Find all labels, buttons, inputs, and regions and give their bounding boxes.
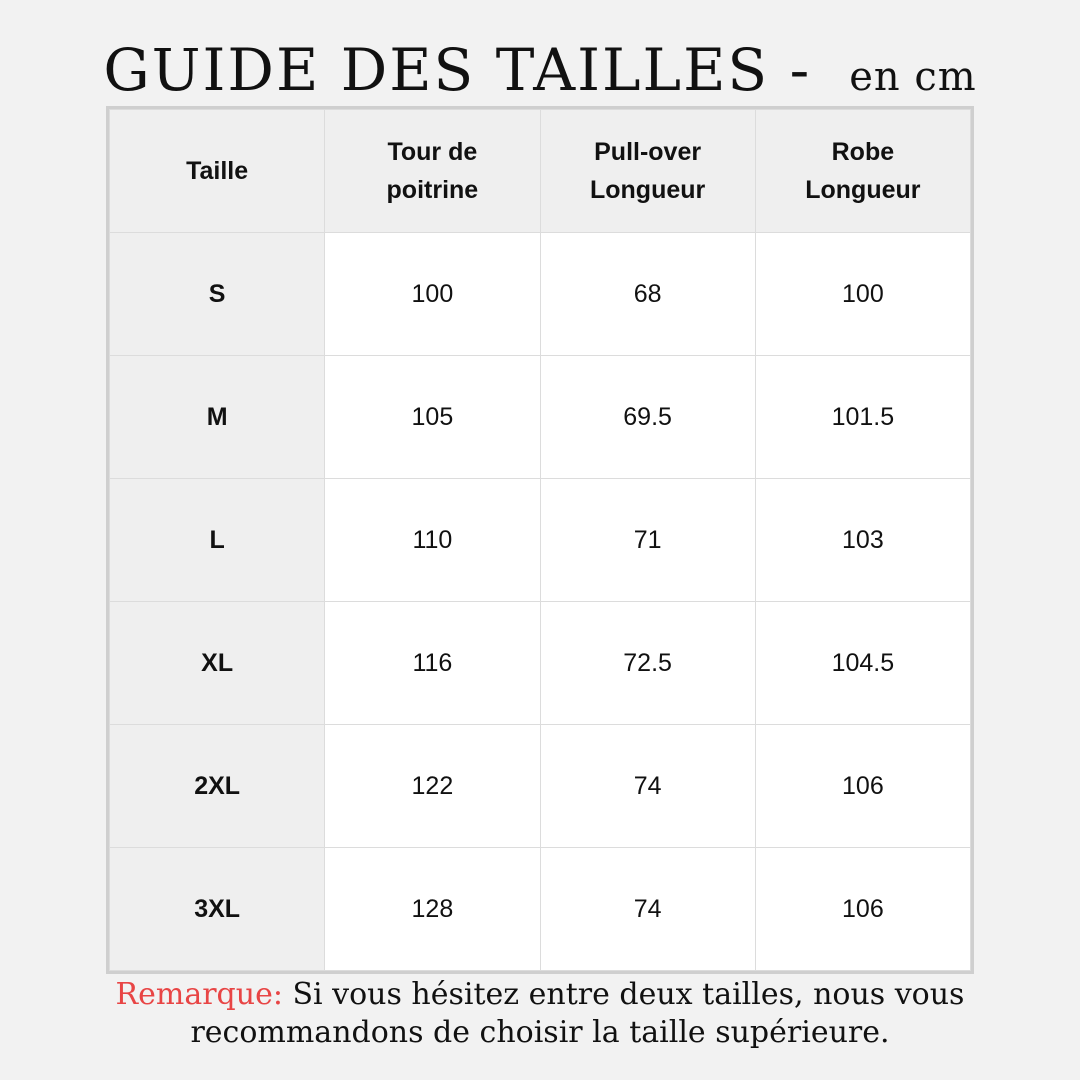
pullover-length-cell: 72.5 (540, 602, 755, 725)
size-label-cell: 2XL (110, 725, 325, 848)
table-row (110, 479, 971, 602)
page-title (0, 36, 1080, 104)
size-label-cell: L (110, 479, 325, 602)
chest-cell: 105 (325, 356, 540, 479)
pullover-length-cell: 74 (540, 725, 755, 848)
unit-label: en cm (849, 54, 977, 100)
column-header-pullover-length (540, 110, 755, 233)
column-header-line: Pull-over (594, 138, 702, 166)
chest-cell: 122 (325, 725, 540, 848)
title-text: GUIDE DES TAILLES - (103, 36, 812, 104)
pullover-length-cell: 68 (540, 233, 755, 356)
dress-length-cell: 106 (755, 725, 970, 848)
dress-length-cell: 103 (755, 479, 970, 602)
column-header-line: Robe (831, 138, 895, 166)
column-header-line: Longueur (805, 176, 921, 204)
column-header-line: poitrine (386, 176, 479, 204)
column-header-line: Taille (186, 157, 249, 185)
size-label-cell: S (110, 233, 325, 356)
column-header-line: Tour de (387, 138, 478, 166)
size-label-cell: 3XL (110, 848, 325, 971)
table-row (110, 602, 971, 725)
table-row (110, 356, 971, 479)
size-note (0, 976, 1080, 1052)
chest-cell: 128 (325, 848, 540, 971)
dress-length-cell: 106 (755, 848, 970, 971)
column-header-size (110, 110, 325, 233)
table-header-row (110, 110, 971, 233)
chest-cell: 116 (325, 602, 540, 725)
pullover-length-cell: 69.5 (540, 356, 755, 479)
table-row (110, 725, 971, 848)
dress-length-cell: 100 (755, 233, 970, 356)
size-label-cell: M (110, 356, 325, 479)
chest-cell: 110 (325, 479, 540, 602)
table-row (110, 848, 971, 971)
note-text: Si vous hésitez entre deux tailles, nous vous recommandons de choisir la taille supérieure. (190, 977, 965, 1050)
column-header-dress-length (755, 110, 970, 233)
column-header-chest (325, 110, 540, 233)
size-table-container (106, 106, 974, 974)
dress-length-cell: 104.5 (755, 602, 970, 725)
pullover-length-cell: 71 (540, 479, 755, 602)
table-row (110, 233, 971, 356)
dress-length-cell: 101.5 (755, 356, 970, 479)
note-label: Remarque: (115, 977, 283, 1012)
size-label-cell: XL (110, 602, 325, 725)
chest-cell: 100 (325, 233, 540, 356)
pullover-length-cell: 74 (540, 848, 755, 971)
size-table (109, 109, 971, 971)
column-header-line: Longueur (589, 176, 706, 204)
